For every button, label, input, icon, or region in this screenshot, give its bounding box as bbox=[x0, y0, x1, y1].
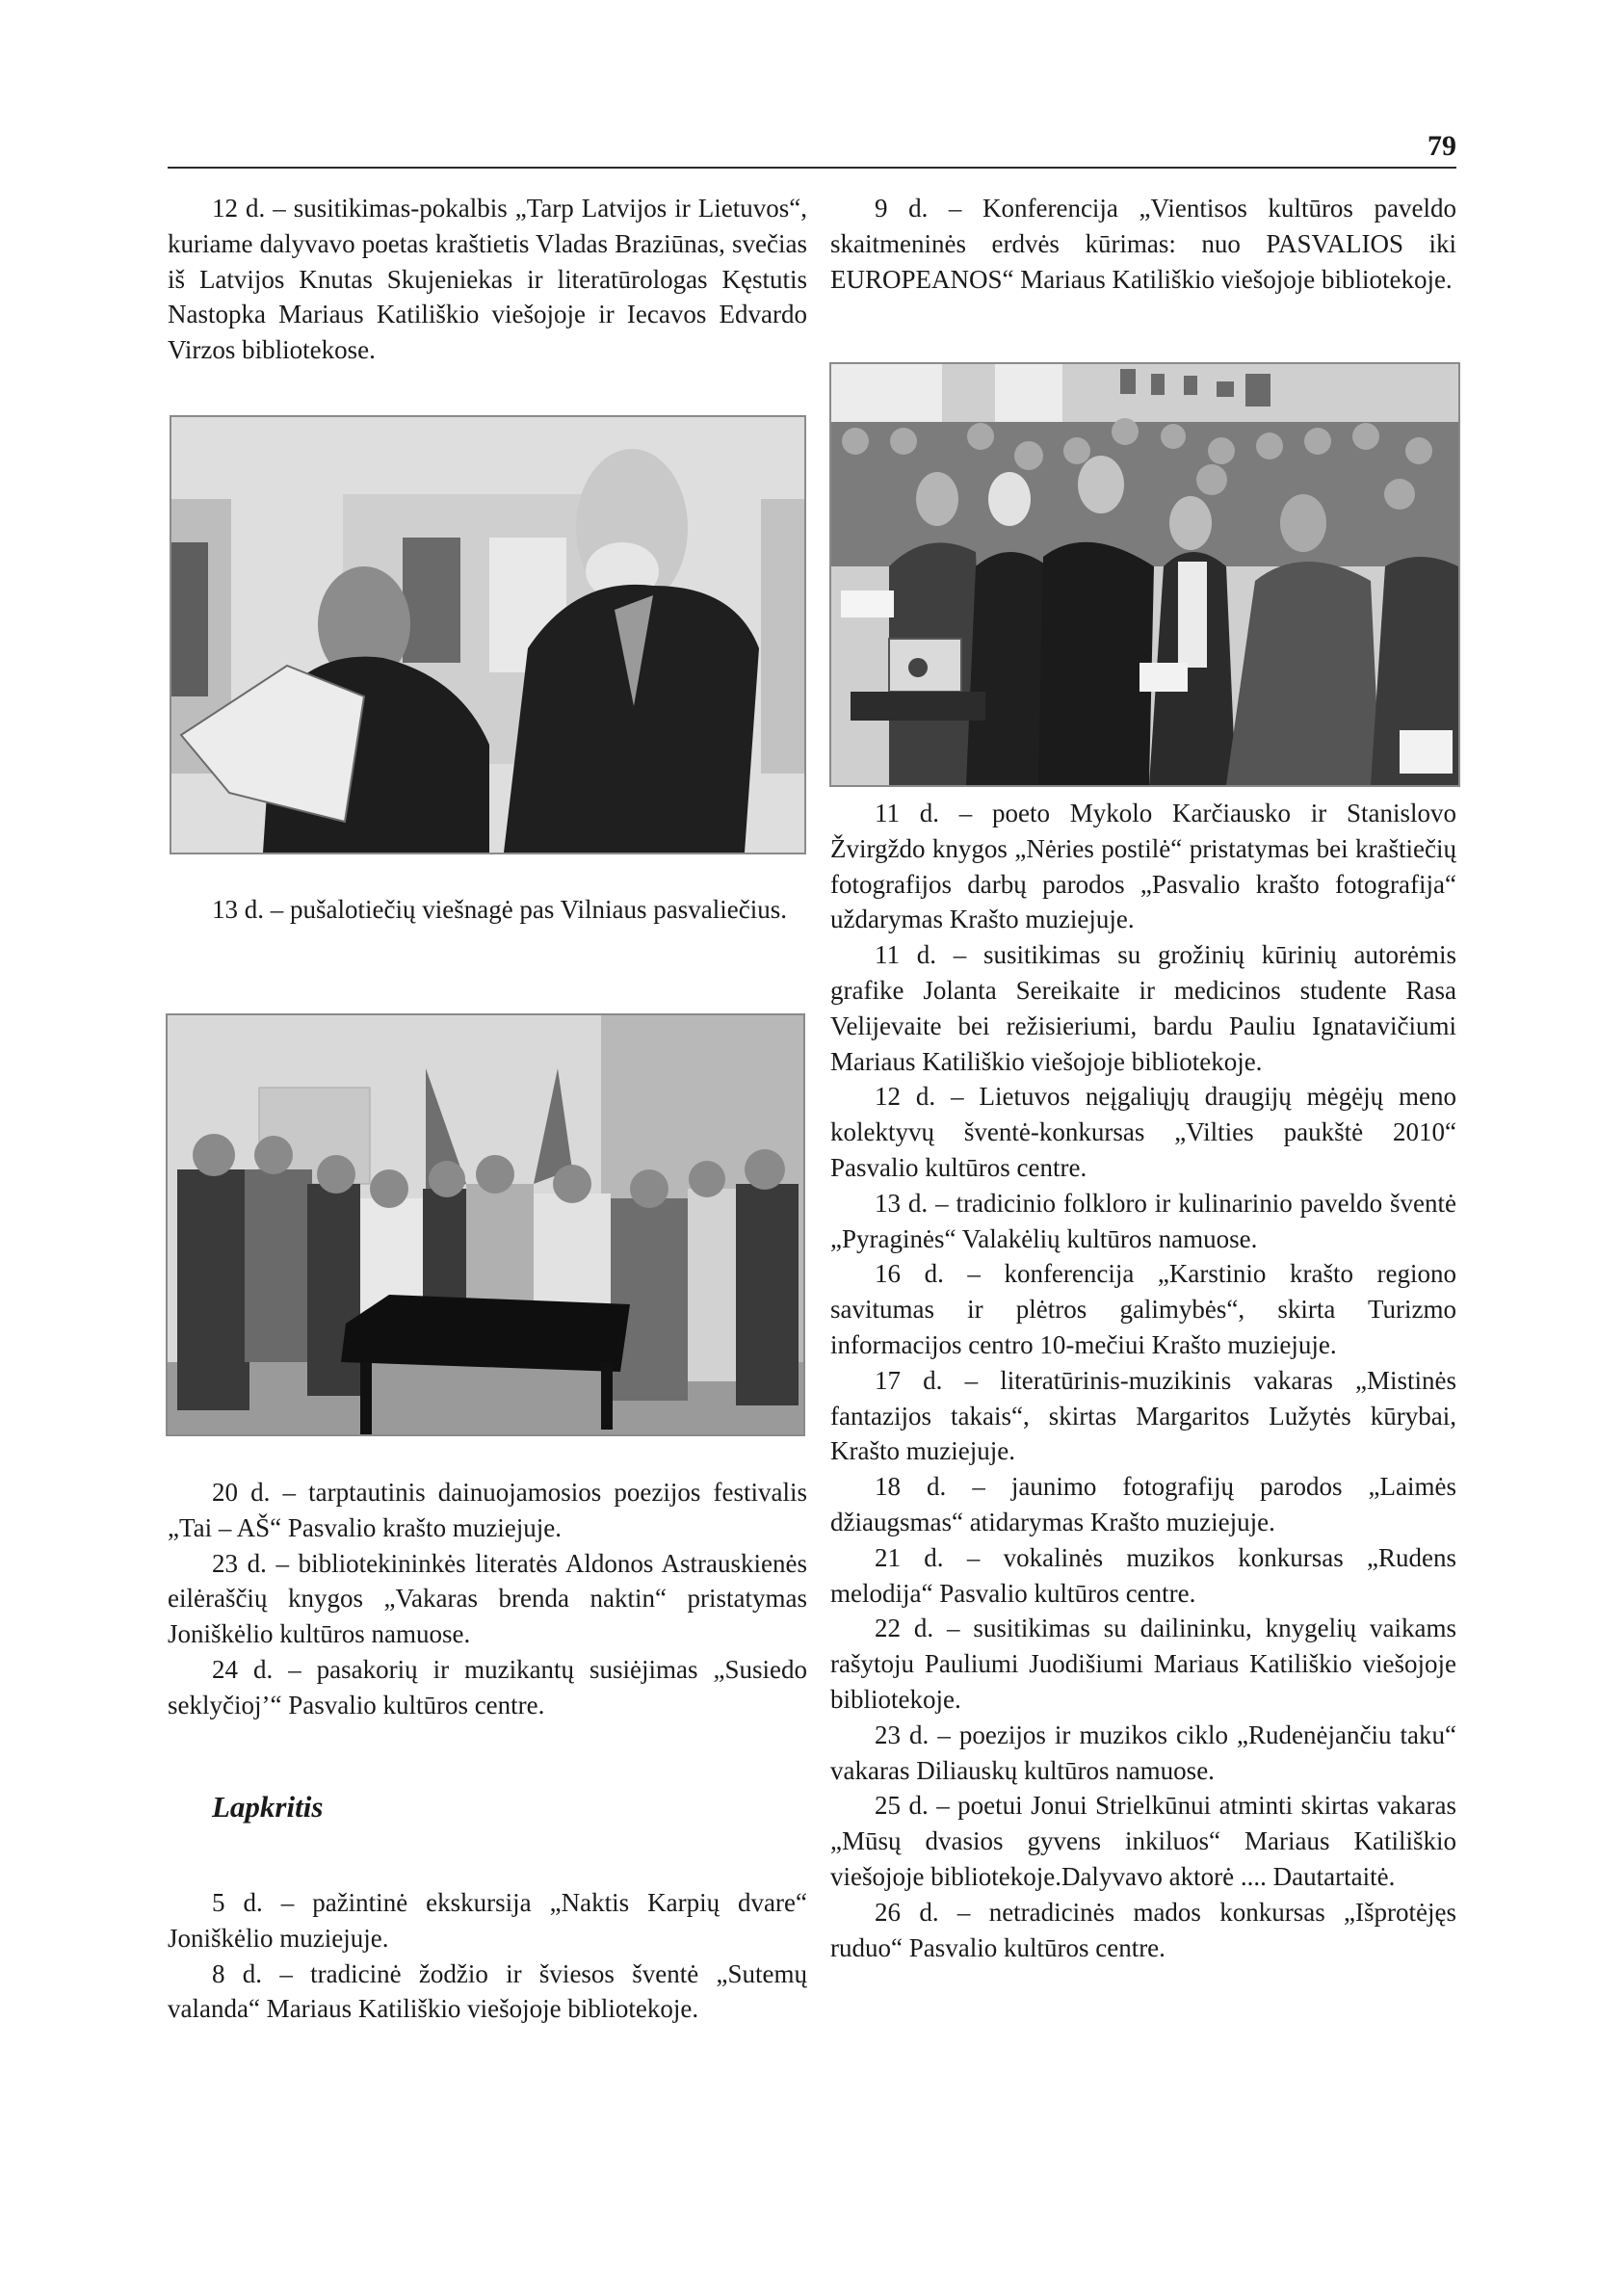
event-entry: 18 d. – jaunimo fotografijų parodos „Laimės džiaugsmas“ atidarymas Krašto muziejuje. bbox=[830, 1472, 1456, 1536]
event-entry: 5 d. – pažintinė ekskursija „Naktis Karpių dvare“ Joniškėlio muziejuje. bbox=[168, 1888, 807, 1953]
right-column-block-1 bbox=[830, 191, 1456, 297]
event-entry: 17 d. – literatūrinis-muzikinis vakaras „Mistinės fantazijos takais“, skirtas Margaritos Lužytės kūrybai, Krašto muziejuje. bbox=[830, 1365, 1456, 1466]
section-heading-container bbox=[168, 1788, 807, 1826]
event-entry: 23 d. – poezijos ir muzikos ciklo „Rudenėjančiu taku“ vakaras Diliauskų kultūros namuose. bbox=[830, 1720, 1456, 1785]
event-entry: 20 d. – tarptautinis dainuojamosios poezijos festivalis „Tai – AŠ“ Pasvalio krašto muziejuje. bbox=[168, 1478, 807, 1542]
event-entry: 11 d. – susitikimas su grožinių kūrinių autorėmis grafike Jolanta Sereikaite ir medicinos studente Rasa Velijevaite bei režisieriumi, bardu Pauliu Ignatavičiumi Mariaus Katiliškio viešojoje bibliotekoje. bbox=[830, 940, 1456, 1076]
right-column-block-2 bbox=[830, 796, 1456, 1965]
photo-poets-reading bbox=[170, 415, 806, 854]
event-entry: 12 d. – Lietuvos neįgaliųjų draugijų mėgėjų meno kolektyvų šventė-konkursas „Vilties paukštė 2010“ Pasvalio kultūros centre. bbox=[830, 1082, 1456, 1182]
event-entry: 16 d. – konferencija „Karstinio krašto regiono savitumas ir plėtros galimybės“, skirta Turizmo informacijos centro 10-mečiui Krašto muziejuje. bbox=[830, 1259, 1456, 1359]
event-entry: 23 d. – bibliotekininkės literatės Aldonos Astrauskienės eilėraščių knygos „Vakaras brenda naktin“ pristatymas Joniškėlio kultūros namuose. bbox=[168, 1548, 807, 1649]
left-column-block-1 bbox=[168, 191, 807, 368]
photo-conference-audience-image bbox=[831, 364, 1458, 785]
header-rule bbox=[168, 167, 1456, 169]
photo-group-piano bbox=[166, 1013, 805, 1436]
event-entry: 11 d. – poeto Mykolo Karčiausko ir Stanislovo Žvirgždo knygos „Nėries postilė“ pristatymas bei kraštiečių fotografijos darbų parodos „Pasvalio krašto fotografija“ uždarymas Krašto muziejuje. bbox=[830, 799, 1456, 934]
event-entry: 21 d. – vokalinės muzikos konkursas „Rudens melodija“ Pasvalio kultūros centre. bbox=[830, 1542, 1456, 1608]
left-column-block-2 bbox=[168, 892, 807, 928]
event-entry: 12 d. – susitikimas-pokalbis „Tarp Latvijos ir Lietuvos“, kuriame dalyvavo poetas kraštietis Vladas Braziūnas, svečias iš Latvijos Knutas Skujeniekas ir literatūrologas Kęstutis Nastopka Mariaus Katiliškio viešojoje ir Iecavos Edvardo Virzos bibliotekose. bbox=[168, 194, 807, 365]
left-column-block-4 bbox=[168, 1885, 807, 2027]
event-entry: 13 d. – tradicinio folkloro ir kulinarinio paveldo šventė „Pyraginės“ Valakėlių kultūros namuose. bbox=[830, 1188, 1456, 1253]
event-entry: 8 d. – tradicinė žodžio ir šviesos šventė „Sutemų valanda“ Mariaus Katiliškio viešojoje bibliotekoje. bbox=[168, 1958, 807, 2024]
event-entry: 26 d. – netradicinės mados konkursas „Išprotėjęs ruduo“ Pasvalio kultūros centre. bbox=[830, 1897, 1456, 1962]
event-entry: 22 d. – susitikimas su dailininku, knygelių vaikams rašytoju Pauliumi Juodišiumi Mariaus Katiliškio viešojoje bibliotekoje. bbox=[830, 1614, 1456, 1714]
event-entry: 13 d. – pušalotiečių viešnagė pas Vilniaus pasvaliečius. bbox=[212, 895, 788, 924]
photo-conference-audience bbox=[829, 362, 1460, 787]
event-entry: 24 d. – pasakorių ir muzikantų susiėjimas „Susiedo seklyčioj’“ Pasvalio kultūros centre. bbox=[168, 1654, 807, 1720]
event-entry: 9 d. – Konferencija „Vientisos kultūros paveldo skaitmeninės erdvės kūrimas: nuo PASVALIOS iki EUROPEANOS“ Mariaus Katiliškio viešojoje bibliotekoje. bbox=[830, 194, 1456, 294]
section-heading-lapkritis: Lapkritis bbox=[212, 1790, 324, 1824]
left-column-block-3 bbox=[168, 1475, 807, 1723]
event-entry: 25 d. – poetui Jonui Strielkūnui atminti skirtas vakaras „Mūsų dvasios gyvens inkiluos“ Mariaus Katiliškio viešojoje bibliotekoje.Dalyvavo aktorė .... Dautartaitė. bbox=[830, 1791, 1456, 1891]
page-number: 79 bbox=[1428, 130, 1456, 162]
photo-poets-reading-image bbox=[171, 417, 804, 853]
photo-group-piano-image bbox=[168, 1015, 803, 1434]
